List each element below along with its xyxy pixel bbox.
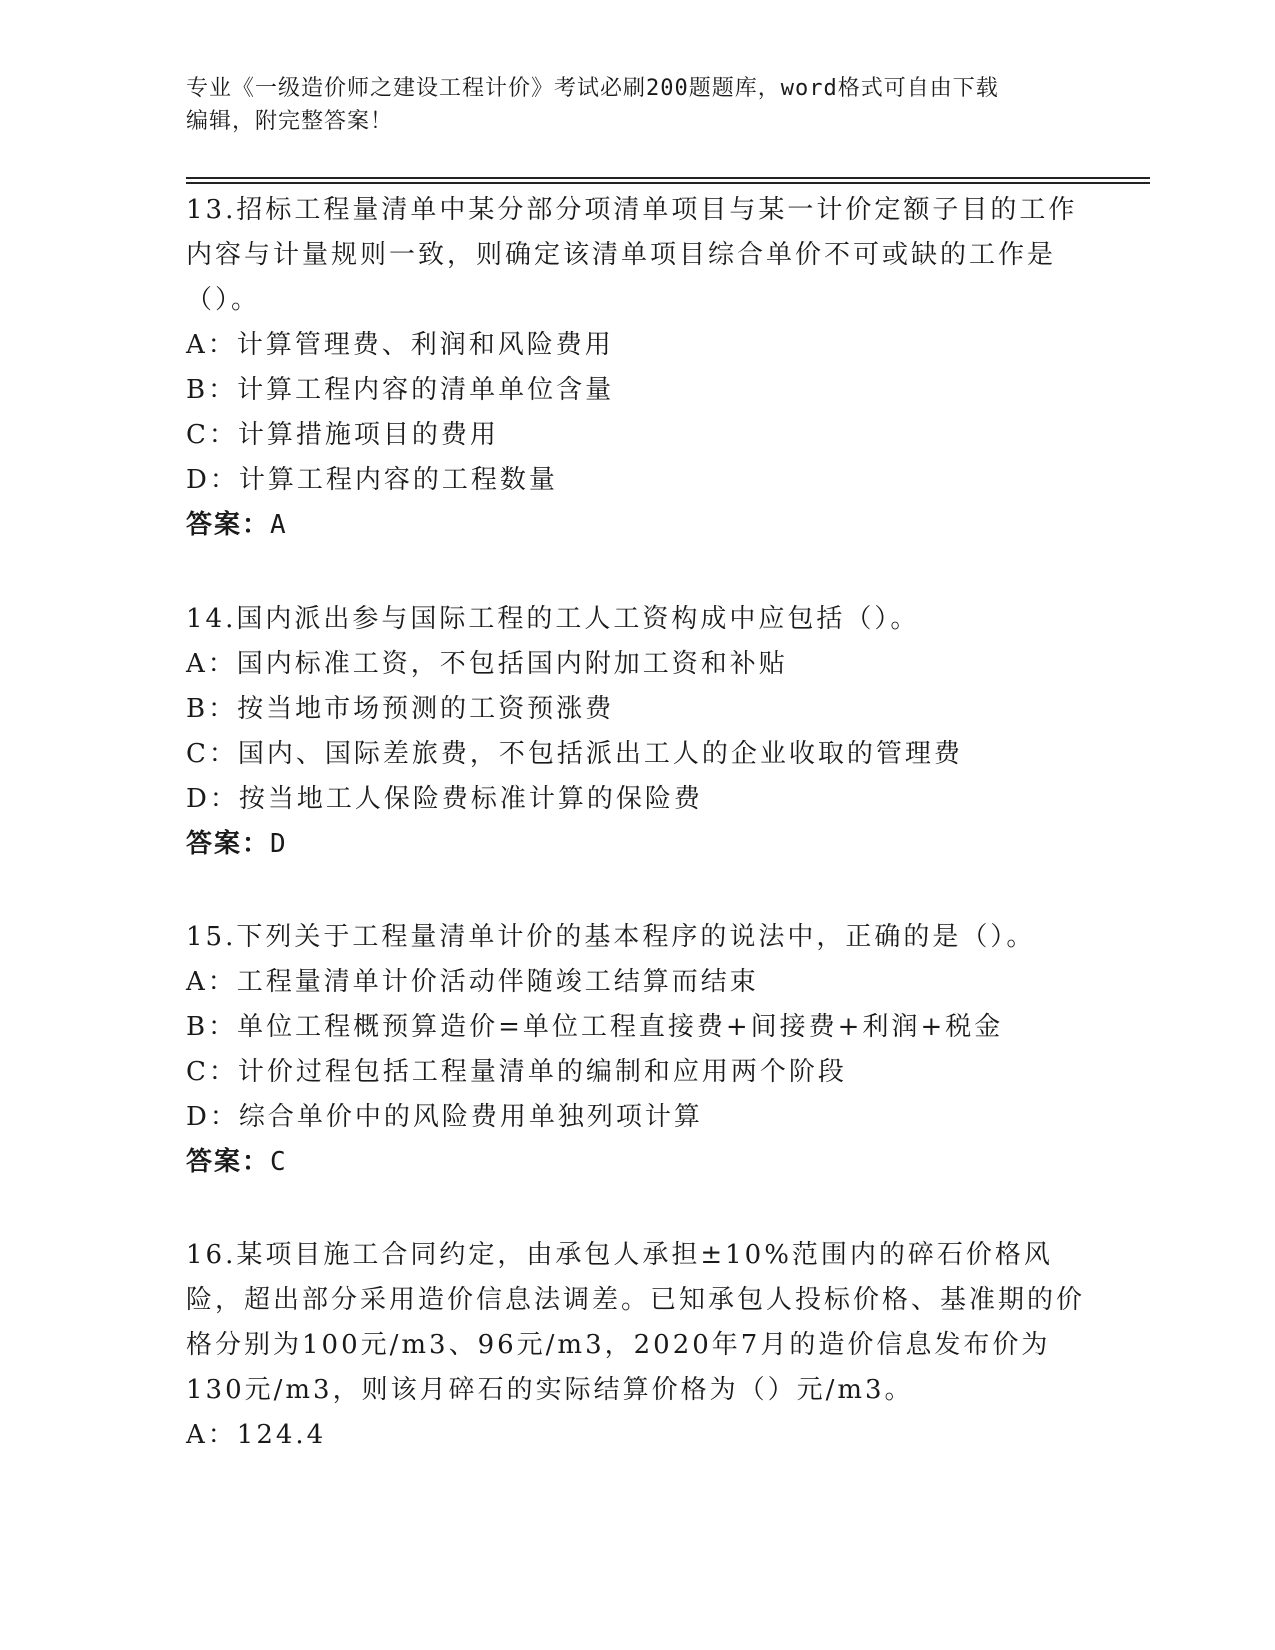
question-13	[186, 188, 1086, 548]
header-divider-top	[186, 177, 1150, 179]
option-b: B：计算工程内容的清单单位含量	[186, 375, 615, 405]
option-c: C：国内、国际差旅费，不包括派出工人的企业收取的管理费	[186, 739, 963, 769]
question-14	[186, 597, 1086, 867]
answer-label: 答案：	[186, 829, 271, 859]
header-divider-bottom	[186, 182, 1150, 184]
answer-value: C	[270, 1147, 288, 1177]
answer-value: D	[270, 829, 288, 859]
question-stem: 14.国内派出参与国际工程的工人工资构成中应包括（）。	[186, 604, 920, 634]
header-line-2: 编辑，附完整答案！	[186, 109, 394, 134]
answer-line	[186, 503, 1086, 548]
option-a: A：124.4	[186, 1420, 327, 1450]
option-d: D：按当地工人保险费标准计算的保险费	[186, 784, 703, 814]
question-stem: 15.下列关于工程量清单计价的基本程序的说法中，正确的是（）。	[186, 922, 1036, 952]
answer-label: 答案：	[186, 510, 271, 540]
question-16	[186, 1233, 1086, 1458]
answer-label: 答案：	[186, 1147, 271, 1177]
option-b: B：单位工程概预算造价=单位工程直接费+间接费+利润+税金	[186, 1012, 1004, 1042]
option-d: D：综合单价中的风险费用单独列项计算	[186, 1102, 703, 1132]
option-c: C：计算措施项目的费用	[186, 420, 499, 450]
answer-value: A	[270, 510, 288, 540]
option-a: A：国内标准工资，不包括国内附加工资和补贴	[186, 649, 788, 679]
document-header	[186, 72, 1086, 138]
question-15	[186, 915, 1086, 1185]
option-c: C：计价过程包括工程量清单的编制和应用两个阶段	[186, 1057, 847, 1087]
answer-line	[186, 822, 1086, 867]
header-line-1: 专业《一级造价师之建设工程计价》考试必刷200题题库，word格式可自由下载	[186, 76, 999, 101]
question-stem: 16.某项目施工合同约定，由承包人承担±10%范围内的碎石价格风险，超出部分采用造价信息法调差。已知承包人投标价格、基准期的价格分别为100元/m3、96元/m3，2020年7月的造价信息发布价为130元/m3，则该月碎石的实际结算价格为（）元/m3。	[186, 1240, 1086, 1405]
option-b: B：按当地市场预测的工资预涨费	[186, 694, 615, 724]
option-d: D：计算工程内容的工程数量	[186, 465, 558, 495]
answer-line	[186, 1140, 1086, 1185]
option-a: A：计算管理费、利润和风险费用	[186, 330, 614, 360]
question-stem: 13.招标工程量清单中某分部分项清单项目与某一计价定额子目的工作内容与计量规则一致，则确定该清单项目综合单价不可或缺的工作是（）。	[186, 195, 1078, 315]
option-a: A：工程量清单计价活动伴随竣工结算而结束	[186, 967, 759, 997]
